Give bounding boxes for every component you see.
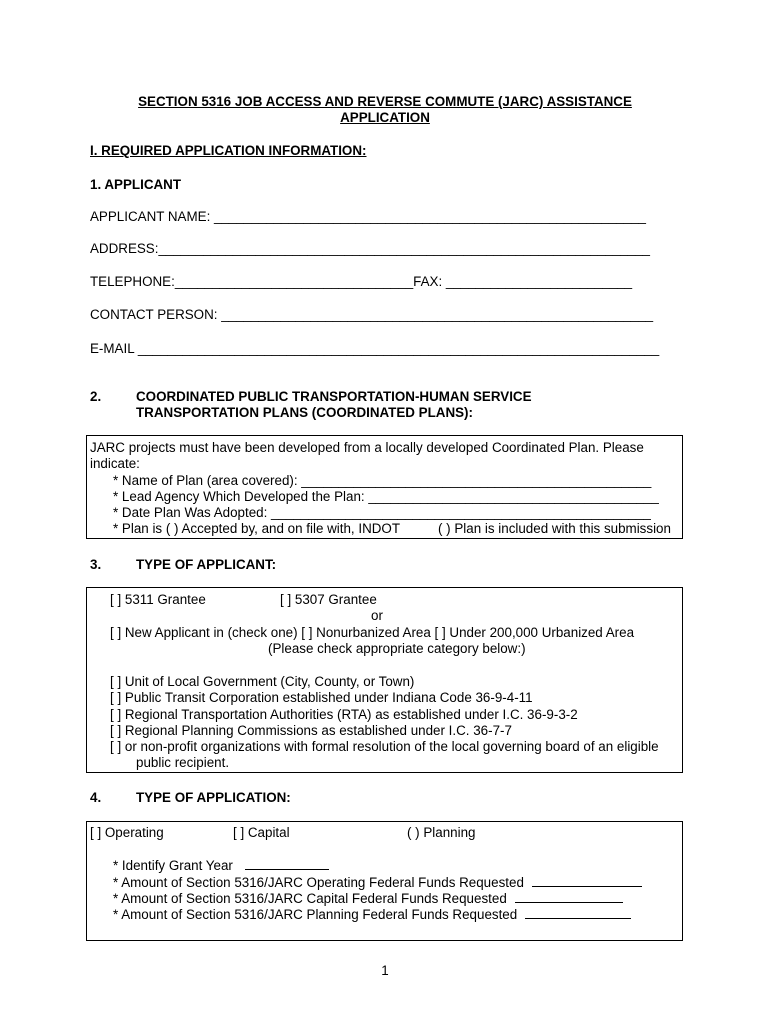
address-field[interactable]: ADDRESS:__________________________________________________________________ [90,241,650,256]
category-public-transit[interactable]: [ ] Public Transit Corporation established under Indiana Code 36-9-4-11 [110,690,533,705]
document-title-line2: APPLICATION [340,110,430,125]
plan-included-checkbox[interactable]: ( ) Plan is included with this submission [438,521,671,536]
coordinated-plans-intro-line2: indicate: [90,456,140,471]
coordinated-plans-intro-line1: JARC projects must have been developed from a locally developed Coordinated Plan. Please [90,440,644,455]
planning-funds-blank[interactable] [525,907,631,919]
option-planning[interactable]: ( ) Planning [407,825,476,840]
category-local-government[interactable]: [ ] Unit of Local Government (City, County, or Town) [110,674,415,689]
applicant-heading: 1. APPLICANT [90,177,182,192]
capital-funds-blank[interactable] [515,891,623,903]
option-capital[interactable]: [ ] Capital [233,825,290,840]
category-regional-planning[interactable]: [ ] Regional Planning Commissions as established under I.C. 36-7-7 [110,723,512,738]
capital-funds-label: * Amount of Section 5316/JARC Capital Federal Funds Requested [113,891,507,906]
document-title-line1: SECTION 5316 JOB ACCESS AND REVERSE COMMUTE (JARC) ASSISTANCE [138,94,632,109]
category-non-profit-line2: public recipient. [136,755,230,770]
lead-agency-field[interactable]: * Lead Agency Which Developed the Plan: _______________________________________ [113,489,659,504]
check-category-note: (Please check appropriate category below:) [268,641,526,656]
application-type-number: 4. [90,790,102,805]
contact-person-field[interactable]: CONTACT PERSON: __________________________________________________________ [90,307,654,322]
email-field[interactable]: E-MAIL ______________________________________________________________________ [90,341,660,356]
planning-funds-field[interactable] [113,907,631,922]
coordinated-plans-heading-line1: COORDINATED PUBLIC TRANSPORTATION-HUMAN SERVICE [136,389,532,404]
planning-funds-label: * Amount of Section 5316/JARC Planning Federal Funds Requested [113,907,518,922]
plan-accepted-checkbox[interactable]: * Plan is ( ) Accepted by, and on file with, INDOT [113,521,401,536]
applicant-type-number: 3. [90,557,102,572]
coordinated-plans-heading-line2: TRANSPORTATION PLANS (COORDINATED PLANS): [136,405,473,420]
grant-year-field[interactable] [113,858,329,873]
operating-funds-field[interactable] [113,875,642,890]
new-applicant-options[interactable]: [ ] New Applicant in (check one) [ ] Nonurbanized Area [ ] Under 200,000 Urbanized Area [110,625,635,640]
applicant-name-field[interactable]: APPLICANT NAME: __________________________________________________________ [90,209,646,224]
option-5311-grantee[interactable]: [ ] 5311 Grantee [110,592,206,607]
application-type-heading: TYPE OF APPLICATION: [136,790,291,805]
operating-funds-blank[interactable] [532,875,642,887]
plan-name-field[interactable]: * Name of Plan (area covered): _______________________________________________ [113,473,652,488]
telephone-fax-field[interactable]: TELEPHONE:________________________________FAX: _________________________ [90,274,633,289]
capital-funds-field[interactable] [113,891,623,906]
coordinated-plans-number: 2. [90,389,102,404]
applicant-type-heading: TYPE OF APPLICANT: [136,557,277,572]
date-adopted-field[interactable]: * Date Plan Was Adopted: ___________________________________________________ [113,505,651,520]
grant-year-label: * Identify Grant Year [113,858,233,873]
or-label: or [371,608,383,623]
section-heading: I. REQUIRED APPLICATION INFORMATION: [90,143,367,158]
operating-funds-label: * Amount of Section 5316/JARC Operating Federal Funds Requested [113,875,524,890]
option-operating[interactable]: [ ] Operating [90,825,164,840]
category-non-profit[interactable]: [ ] or non-profit organizations with formal resolution of the local governing board of an eligible [110,739,659,754]
category-rta[interactable]: [ ] Regional Transportation Authorities (RTA) as established under I.C. 36-9-3-2 [110,707,578,722]
page-number: 1 [381,963,389,978]
grant-year-blank[interactable] [245,858,329,870]
option-5307-grantee[interactable]: [ ] 5307 Grantee [280,592,377,607]
